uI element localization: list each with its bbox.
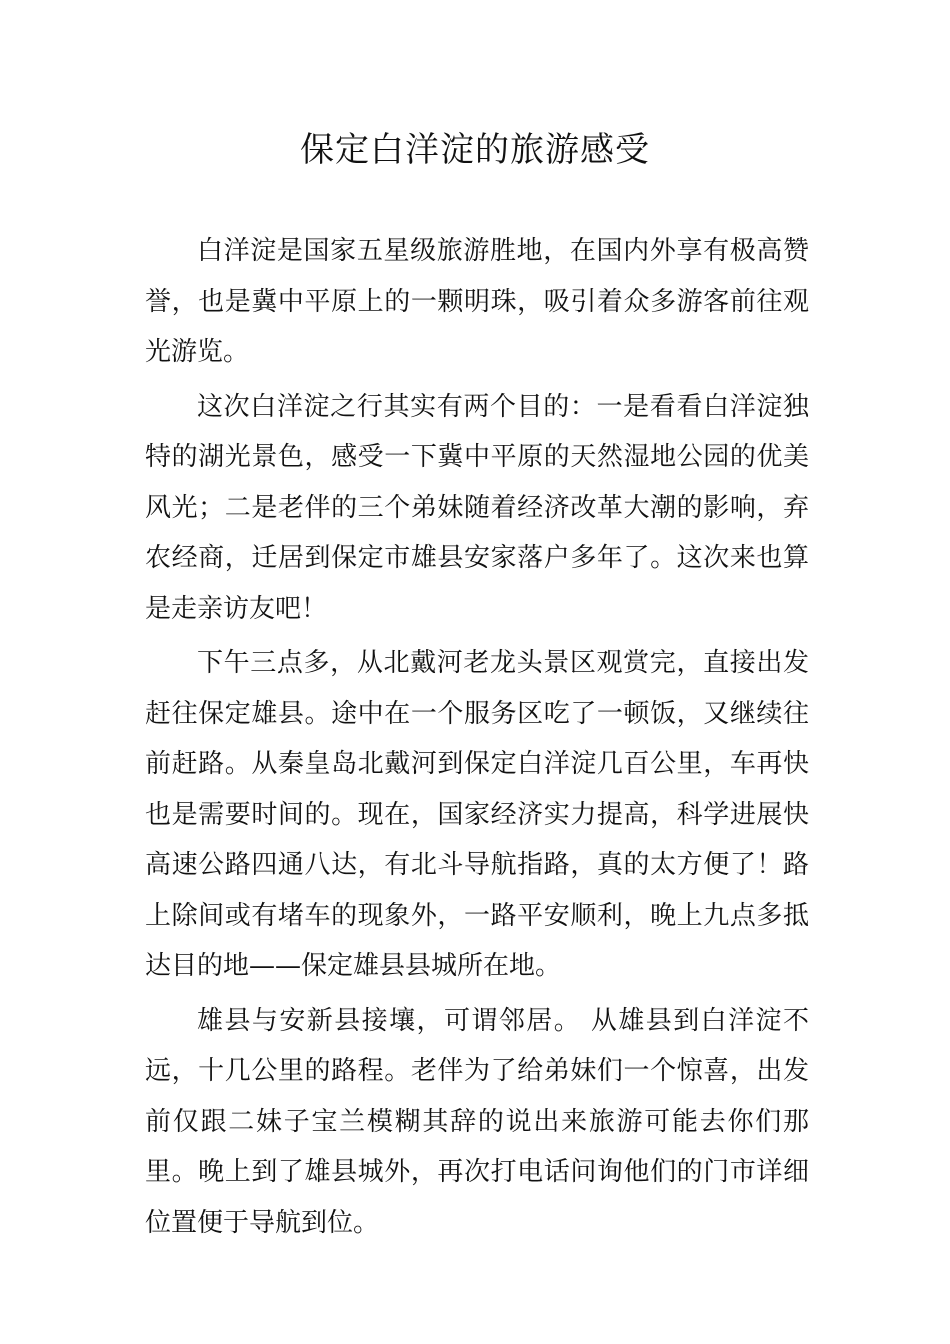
document-body (145, 226, 809, 1252)
paragraph-2: 这次白洋淀之行其实有两个目的：一是看看白洋淀独特的湖光景色，感受一下冀中平原的天然湿地公园的优美风光；二是老伴的三个弟妹随着经济改革大潮的影响，弃农经商，迁居到保定市雄县安家落户多年了。这次来也算是走亲访友吧！ (145, 391, 809, 624)
document-title: 保定白洋淀的旅游感受 (300, 130, 650, 170)
paragraph-1: 白洋淀是国家五星级旅游胜地，在国内外享有极高赞誉，也是冀中平原上的一颗明珠，吸引着众多游客前往观光游览。 (145, 236, 809, 367)
paragraph-3: 下午三点多，从北戴河老龙头景区观赏完，直接出发赶往保定雄县。途中在一个服务区吃了一顿饭，又继续往前赶路。从秦皇岛北戴河到保定白洋淀几百公里，车再快也是需要时间的。现在，国家经济实力提高，科学进展快高速公路四通八达，有北斗导航指路，真的太方便了！路上除间或有堵车的现象外，一路平安顺利，晚上九点多抵达目的地——保定雄县县城所在地。 (145, 648, 809, 981)
paragraph-4: 雄县与安新县接壤，可谓邻居。 从雄县到白洋淀不远，十几公里的路程。老伴为了给弟妹们一个惊喜，出发前仅跟二妹子宝兰模糊其辞的说出来旅游可能去你们那里。晚上到了雄县城外，再次打电话问询他们的门市详细位置便于导航到位。 (145, 1005, 809, 1238)
